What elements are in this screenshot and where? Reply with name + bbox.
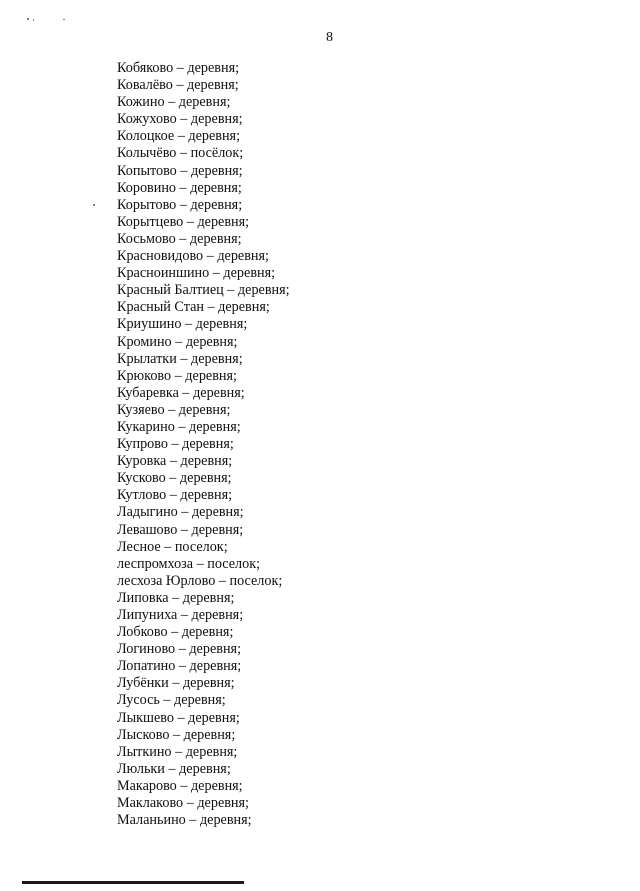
- settlement-entry: Кусково – деревня;: [117, 470, 232, 487]
- settlement-entry: Колычёво – посёлок;: [117, 145, 244, 162]
- settlement-entry: Ладыгино – деревня;: [117, 504, 244, 521]
- scan-speck: [63, 19, 65, 20]
- settlement-entry: Макарово – деревня;: [117, 777, 243, 794]
- scan-speck: [93, 204, 95, 206]
- settlement-entry: Кобяково – деревня;: [117, 60, 240, 76]
- settlement-entry: Логиново – деревня;: [117, 641, 242, 658]
- settlement-list: [117, 60, 290, 829]
- settlement-entry: Корытцево – деревня;: [117, 213, 250, 230]
- settlement-entry: Лопатино – деревня;: [117, 658, 242, 675]
- settlement-entry: Лесное – поселок;: [117, 538, 228, 555]
- settlement-entry: Крюково – деревня;: [117, 367, 237, 384]
- settlement-entry: Липуниха – деревня;: [117, 607, 244, 623]
- settlement-entry: Ковалёво – деревня;: [117, 77, 239, 94]
- settlement-entry: Лысково – деревня;: [117, 726, 236, 743]
- settlement-entry: Лыкшево – деревня;: [117, 709, 240, 726]
- settlement-entry: Кожино – деревня;: [117, 94, 231, 111]
- settlement-entry: Красноиншино – деревня;: [117, 265, 276, 282]
- settlement-entry: Кромино – деревня;: [117, 333, 238, 350]
- scan-speck: [33, 19, 34, 21]
- settlement-entry: Левашово – деревня;: [117, 521, 244, 538]
- settlement-entry: Крылатки – деревня;: [117, 350, 243, 367]
- settlement-entry: Красновидово – деревня;: [117, 248, 269, 265]
- settlement-entry: Кубаревка – деревня;: [117, 384, 245, 401]
- settlement-entry: Маланьино – деревня;: [117, 812, 252, 829]
- settlement-entry: Кожухово – деревня;: [117, 111, 243, 128]
- settlement-entry: леспромхоза – поселок;: [117, 555, 261, 572]
- settlement-entry: Липовка – деревня;: [117, 589, 235, 606]
- settlement-entry: Куровка – деревня;: [117, 453, 233, 470]
- settlement-entry: Кукарино – деревня;: [117, 418, 241, 435]
- settlement-entry: Корытово – деревня;: [117, 196, 243, 213]
- bottom-rule: [22, 881, 244, 884]
- settlement-entry: Красный Стан – деревня;: [117, 299, 270, 316]
- settlement-entry: Лыткино – деревня;: [117, 743, 238, 760]
- scan-speck: [27, 18, 29, 20]
- settlement-entry: Косьмово – деревня;: [117, 230, 242, 247]
- settlement-entry: Лубёнки – деревня;: [117, 675, 235, 692]
- settlement-entry: лесхоза Юрлово – поселок;: [117, 572, 283, 589]
- settlement-entry: Кузяево – деревня;: [117, 401, 231, 418]
- settlement-entry: Лусось – деревня;: [117, 692, 226, 709]
- settlement-entry: Лобково – деревня;: [117, 624, 234, 641]
- settlement-entry: Криушино – деревня;: [117, 316, 248, 333]
- settlement-entry: Купрово – деревня;: [117, 436, 234, 453]
- settlement-entry: Копытово – деревня;: [117, 162, 243, 179]
- settlement-entry: Кутлово – деревня;: [117, 487, 233, 504]
- settlement-entry: Коровино – деревня;: [117, 179, 242, 196]
- settlement-entry: Люльки – деревня;: [117, 760, 231, 777]
- page-number: 8: [326, 30, 333, 45]
- settlement-entry: Маклаково – деревня;: [117, 795, 249, 812]
- settlement-entry: Красный Балтиец – деревня;: [117, 282, 290, 299]
- settlement-entry: Колоцкое – деревня;: [117, 128, 241, 145]
